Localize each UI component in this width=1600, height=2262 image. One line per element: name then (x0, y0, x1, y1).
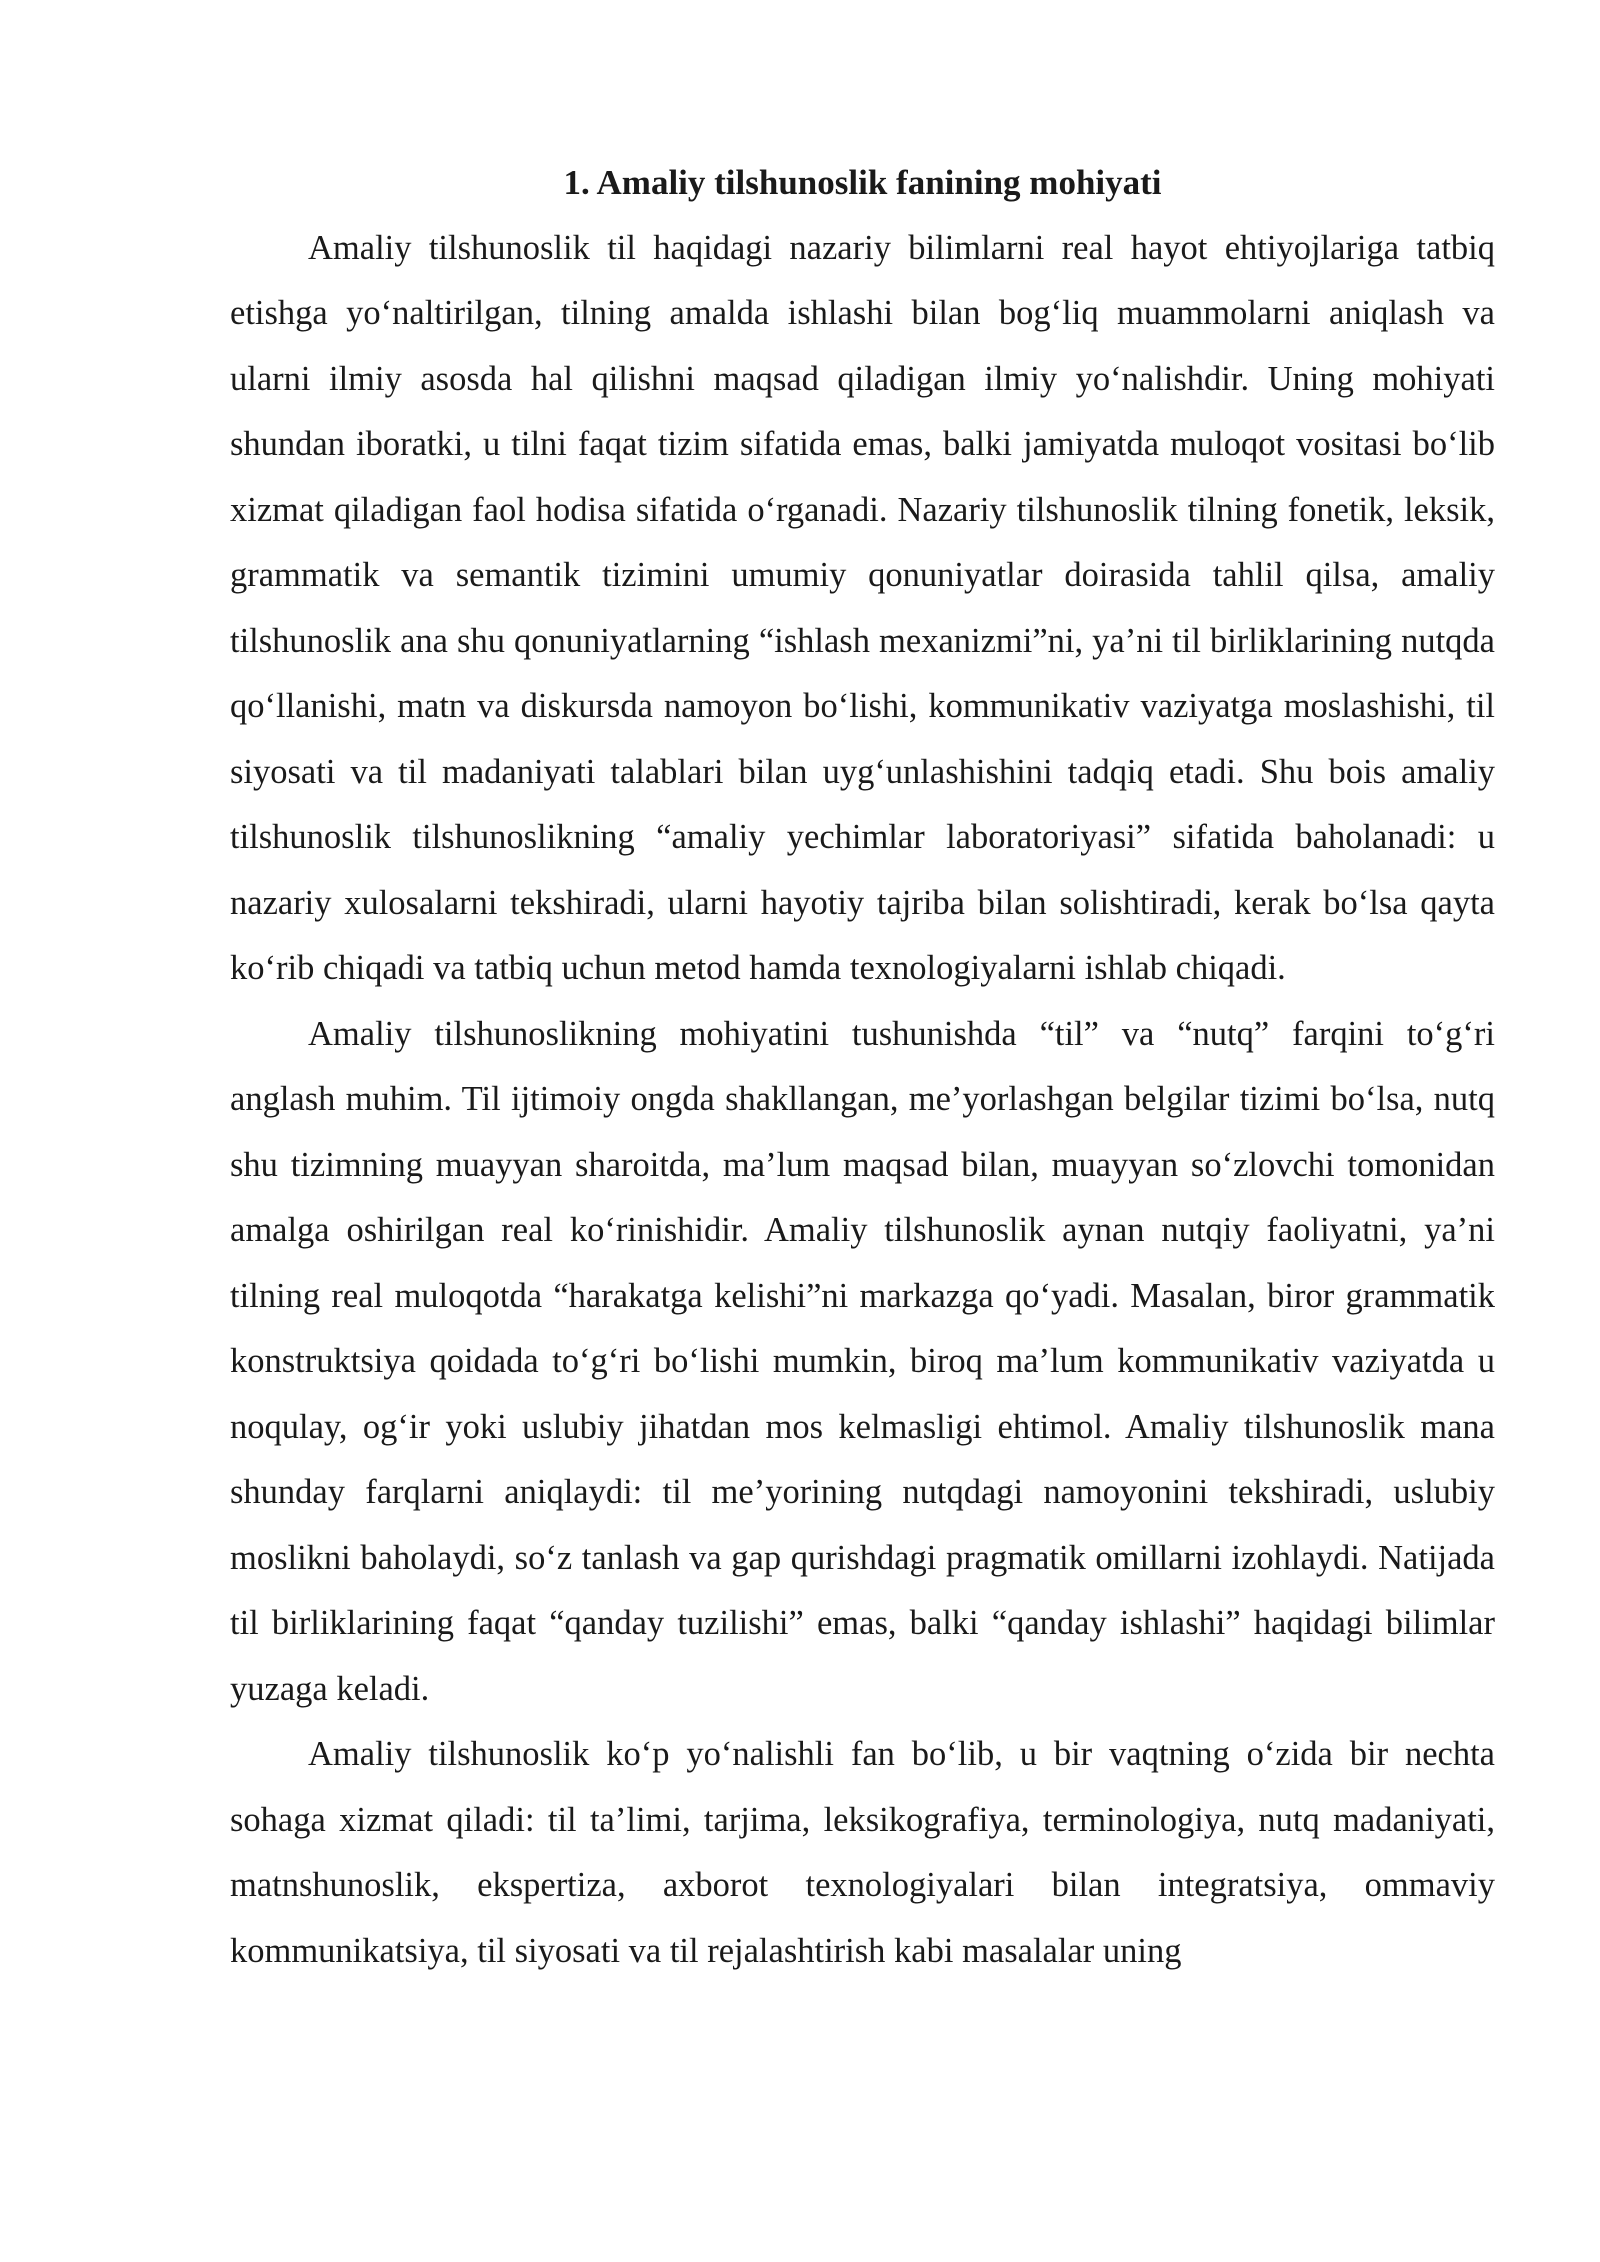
paragraph: Amaliy tilshunoslik ko‘p yo‘nalishli fan bo‘lib, u bir vaqtning o‘zida bir nechta sohaga xizmat qiladi: til ta’limi, tarjima, leksikografiya, terminologiya, nutq madaniyati, matnshunoslik, ekspertiza, axborot texnologiyalari bilan integratsiya, ommaviy kommunikatsiya, til siyosati va til rejalashtirish kabi masalalar uning (230, 1735, 1495, 1970)
paragraph: Amaliy tilshunoslik til haqidagi nazariy bilimlarni real hayot ehtiyojlariga tatbiq etishga yo‘naltirilgan, tilning amalda ishlashi bilan bog‘liq muammolarni aniqlash va ularni ilmiy asosda hal qilishni maqsad qiladigan ilmiy yo‘nalishdir. Uning mohiyati shundan iboratki, u tilni faqat tizim sifatida emas, balki jamiyatda muloqot vositasi bo‘lib xizmat qiladigan faol hodisa sifatida o‘rganadi. Nazariy tilshunoslik tilning fonetik, leksik, grammatik va semantik tizimini umumiy qonuniyatlar doirasida tahlil qilsa, amaliy tilshunoslik ana shu qonuniyatlarning “ishlash mexanizmi”ni, ya’ni til birliklarining nutqda qo‘llanishi, matn va diskursda namoyon bo‘lishi, kommunikativ vaziyatga moslashishi, til siyosati va til madaniyati talablari bilan uyg‘unlashishini tadqiq etadi. Shu bois amaliy tilshunoslik tilshunoslikning “amaliy yechimlar laboratoriyasi” sifatida baholanadi: u nazariy xulosalarni tekshiradi, ularni hayotiy tajriba bilan solishtiradi, kerak bo‘lsa qayta ko‘rib chiqadi va tatbiq uchun metod hamda texnologiyalarni ishlab chiqadi. (230, 228, 1495, 987)
document-body (230, 150, 1495, 1984)
paragraph: Amaliy tilshunoslikning mohiyatini tushunishda “til” va “nutq” farqini to‘g‘ri anglash muhim. Til ijtimoiy ongda shakllangan, me’yorlashgan belgilar tizimi bo‘lsa, nutq shu tizimning muayyan sharoitda, ma’lum maqsad bilan, muayyan so‘zlovchi tomonidan amalga oshirilgan real ko‘rinishidir. Amaliy tilshunoslik aynan nutqiy faoliyatni, ya’ni tilning real muloqotda “harakatga kelishi”ni markazga qo‘yadi. Masalan, biror grammatik konstruktsiya qoidada to‘g‘ri bo‘lishi mumkin, biroq ma’lum kommunikativ vaziyatda u noqulay, og‘ir yoki uslubiy jihatdan mos kelmasligi ehtimol. Amaliy tilshunoslik mana shunday farqlarni aniqlaydi: til me’yorining nutqdagi namoyonini tekshiradi, uslubiy moslikni baholaydi, so‘z tanlash va gap qurishdagi pragmatik omillarni izohlaydi. Natijada til birliklarining faqat “qanday tuzilishi” emas, balki “qanday ishlashi” haqidagi bilimlar yuzaga keladi. (230, 1014, 1495, 1708)
section-title: 1. Amaliy tilshunoslik fanining mohiyati (563, 163, 1162, 202)
